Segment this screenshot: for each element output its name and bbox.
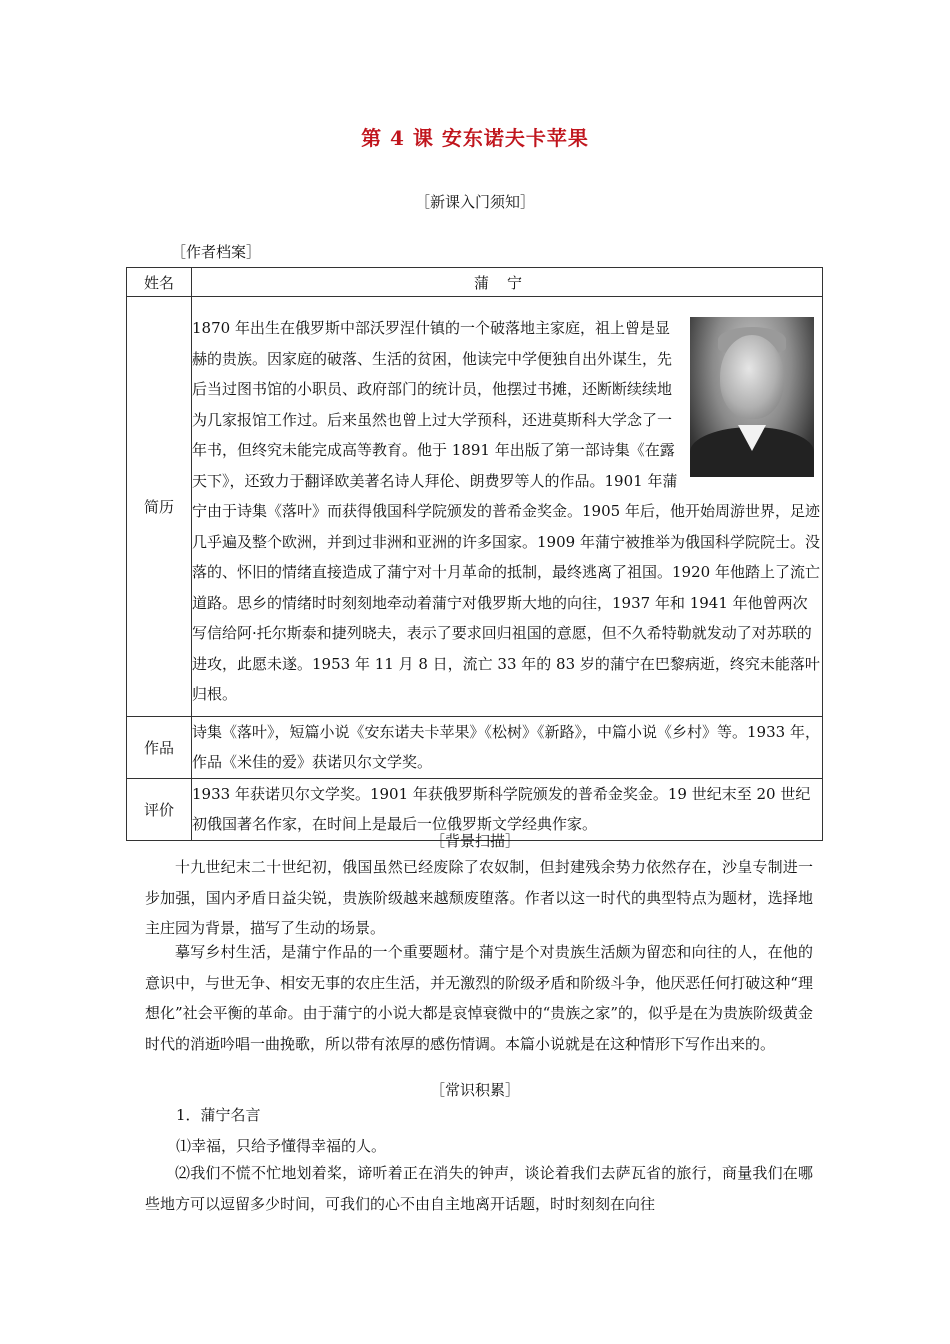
author-profile-table bbox=[126, 267, 823, 841]
evaluation-label: 评价 bbox=[127, 778, 192, 840]
works-text: 诗集《落叶》，短篇小说《安东诺夫卡苹果》《松树》《新路》，中篇小说《乡村》等。1933 年，作品《米佳的爱》获诺贝尔文学奖。 bbox=[192, 716, 823, 778]
works-label: 作品 bbox=[127, 716, 192, 778]
name-row bbox=[127, 268, 823, 297]
background-paragraph-2: 摹写乡村生活，是蒲宁作品的一个重要题材。蒲宁是个对贵族生活颇为留恋和向往的人，在他的意识中，与世无争、相安无事的农庄生活，并无激烈的阶级矛盾和阶级斗争，他厌恶任何打破这种“理想化”社会平衡的革命。由于蒲宁的小说大都是哀悼衰微中的“贵族之家”的，似乎是在为贵族阶级黄金时代的消逝吟唱一曲挽歌，所以带有浓厚的感伤情调。本篇小说就是在这种情形下写作出来的。 bbox=[145, 943, 814, 1053]
bio-row bbox=[127, 297, 823, 717]
background-paragraph-1: 十九世纪末二十世纪初，俄国虽然已经废除了农奴制，但封建残余势力依然存在，沙皇专制进一步加强，国内矛盾日益尖锐，贵族阶级越来越颓废堕落。作者以这一时代的典型特点为题材，选择地主庄园为背景，描写了生动的场景。 bbox=[145, 858, 813, 937]
author-profile-heading: ［作者档案］ bbox=[171, 243, 262, 261]
bio-label: 简历 bbox=[127, 297, 192, 717]
bio-cell bbox=[192, 297, 823, 717]
name-label: 姓名 bbox=[127, 268, 192, 297]
bio-text: 1870 年出生在俄罗斯中部沃罗涅什镇的一个破落地主家庭，祖上曾是显赫的贵族。因家庭的破落、生活的贫困，他读完中学便独自出外谋生，先后当过图书馆的小职员、政府部门的统计员，他摆过书摊，还断断续续地为几家报馆工作过。后来虽然也曾上过大学预科，还进莫斯科大学念了一年书，但终究未能完成高等教育。他于 1891 年出版了第一部诗集《在露天下》，还致力于翻译欧美著名诗人拜伦、朗费罗等人的作品。1901 年蒲宁由于诗集《落叶》而获得俄国科学院颁发的普希金奖金。1905 年后，他开始周游世界，足迹几乎遍及整个欧洲，并到过非洲和亚洲的许多国家。1909 年蒲宁被推举为俄国科学院院士。没落的、怀旧的情绪直接造成了蒲宁对十月革命的抵制，最终逃离了祖国。1920 年他踏上了流亡道路。思乡的情绪时时刻刻地牵动着蒲宁对俄罗斯大地的向往，1937 年和 1941 年他曾两次写信给阿·托尔斯泰和捷列晓夫，表示了要求回归祖国的意愿，但不久希特勒就发动了对苏联的进攻，此愿未遂。1953 年 11 月 8 日，流亡 33 年的 83 岁的蒲宁在巴黎病逝，终究未能落叶归根。 bbox=[192, 319, 820, 703]
evaluation-text: 1933 年获诺贝尔文学奖。1901 年获俄罗斯科学院颁发的普希金奖金。19 世纪末至 20 世纪初俄国著名作家，在时间上是最后一位俄罗斯文学经典作家。 bbox=[192, 778, 823, 840]
background-heading: ［背景扫描］ bbox=[429, 832, 520, 850]
quote-2: ⑵我们不慌不忙地划着桨，谛听着正在消失的钟声，谈论着我们去萨瓦省的旅行，商量我们在哪些地方可以逗留多少时间，可我们的心不由自主地离开话题，时时刻刻在向往 bbox=[145, 1164, 813, 1213]
section-intro-heading: ［新课入门须知］ bbox=[414, 193, 535, 211]
quote-1: ⑴幸福，只给予懂得幸福的人。 bbox=[176, 1137, 387, 1155]
author-portrait-photo bbox=[690, 317, 814, 477]
lesson-title: 第 4 课 安东诺夫卡苹果 bbox=[361, 126, 589, 150]
knowledge-item-1: 1．蒲宁名言 bbox=[176, 1106, 261, 1124]
knowledge-heading: ［常识积累］ bbox=[429, 1081, 520, 1099]
name-value: 蒲宁 bbox=[192, 268, 823, 297]
works-row bbox=[127, 716, 823, 778]
